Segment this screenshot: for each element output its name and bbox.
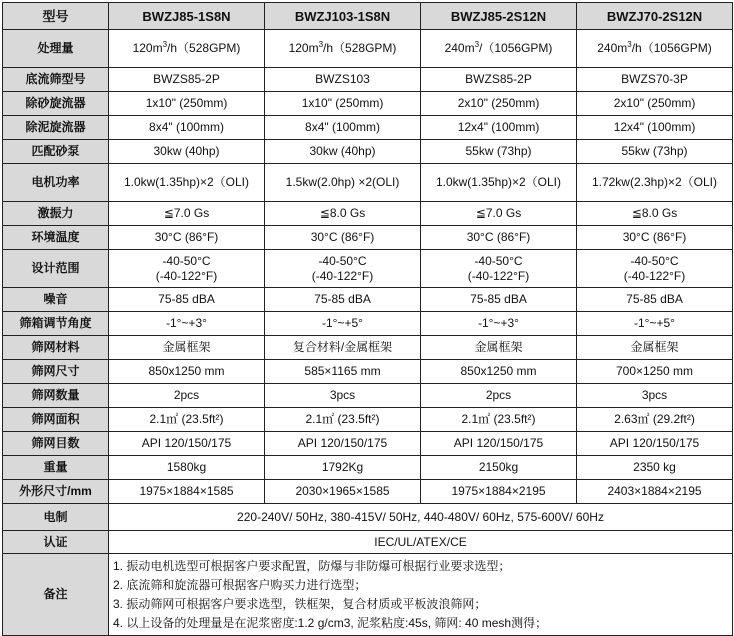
cell-desander: 1x10" (250mm) bbox=[109, 92, 265, 116]
cell-desilter: 12x4" (100mm) bbox=[421, 116, 577, 140]
cell-screen-size: 585×1165 mm bbox=[265, 360, 421, 384]
row-label: 噪音 bbox=[3, 288, 109, 312]
cell-capacity: $120m^3/h(528GPM)$ bbox=[109, 30, 265, 68]
cell-ambient: 30°C (86°F) bbox=[577, 226, 733, 250]
row-shaker-model bbox=[3, 68, 733, 92]
row-label: 备注 bbox=[3, 554, 109, 636]
cell-desilter: 8x4" (100mm) bbox=[109, 116, 265, 140]
cell-capacity: $240m^3/(1056GPM)$ bbox=[421, 30, 577, 68]
row-pump bbox=[3, 140, 733, 164]
cell-weight: 1792Kg bbox=[265, 456, 421, 480]
row-g-force bbox=[3, 202, 733, 226]
cell-weight: 2350 kg bbox=[577, 456, 733, 480]
cell-g-force: ≦8.0 Gs bbox=[265, 202, 421, 226]
row-design-range bbox=[3, 250, 733, 288]
cell-desander: 2x10" (250mm) bbox=[421, 92, 577, 116]
header-row bbox=[3, 3, 733, 30]
cell-g-force: ≦7.0 Gs bbox=[421, 202, 577, 226]
row-label: 筛箱调节角度 bbox=[3, 312, 109, 336]
model-header: BWZJ103-1S8N bbox=[265, 3, 421, 30]
cell-capacity: $240m^3/h(1056GPM)$ bbox=[577, 30, 733, 68]
cell-noise: 75-85 dBA bbox=[265, 288, 421, 312]
cell-cert: IEC/UL/ATEX/CE bbox=[109, 531, 733, 554]
row-label: 外形尺寸/mm bbox=[3, 480, 109, 504]
cell-g-force: ≦7.0 Gs bbox=[109, 202, 265, 226]
cell-design-range: -40-50°C (-40-122°F) bbox=[265, 250, 421, 288]
row-label: 设计范围 bbox=[3, 250, 109, 288]
header-label: 型号 bbox=[3, 3, 109, 30]
cell-motor: 1.0kw(1.35hp)×2（OLI) bbox=[421, 164, 577, 202]
cell-screen-area: 2.1㎡ (23.5ft²) bbox=[109, 408, 265, 432]
row-power bbox=[3, 504, 733, 531]
note-line: 1. 振动电机选型可根据客户要求配置，防爆与非防爆可根据行业要求选型； bbox=[113, 558, 511, 573]
cell-desander: 2x10" (250mm) bbox=[577, 92, 733, 116]
model-header: BWZJ70-2S12N bbox=[577, 3, 733, 30]
cell-shaker-model: BWZS85-2P bbox=[421, 68, 577, 92]
cell-pump: 30kw (40hp) bbox=[109, 140, 265, 164]
note-line: 2. 底流筛和旋流器可根据客户购买力进行选型； bbox=[113, 577, 367, 592]
cell-screen-qty: 2pcs bbox=[109, 384, 265, 408]
cell-screen-material: 金属框架 bbox=[109, 336, 265, 360]
row-label: 重量 bbox=[3, 456, 109, 480]
cell-deck-angle: -1°~+3° bbox=[421, 312, 577, 336]
row-screen-mesh bbox=[3, 432, 733, 456]
cell-desilter: 8x4" (100mm) bbox=[265, 116, 421, 140]
spec-table bbox=[2, 2, 733, 636]
cell-screen-material: 金属框架 bbox=[421, 336, 577, 360]
cell-desilter: 12x4" (100mm) bbox=[577, 116, 733, 140]
cell-ambient: 30°C (86°F) bbox=[265, 226, 421, 250]
cell-screen-mesh: API 120/150/175 bbox=[577, 432, 733, 456]
cell-screen-size: 700×1250 mm bbox=[577, 360, 733, 384]
cell-screen-area: 2.63㎡ (29.2ft²) bbox=[577, 408, 733, 432]
cell-screen-qty: 3pcs bbox=[265, 384, 421, 408]
cell-pump: 55kw (73hp) bbox=[577, 140, 733, 164]
row-desander bbox=[3, 92, 733, 116]
row-weight bbox=[3, 456, 733, 480]
row-label: 电机功率 bbox=[3, 164, 109, 202]
model-header: BWZJ85-1S8N bbox=[109, 3, 265, 30]
cell-screen-qty: 3pcs bbox=[577, 384, 733, 408]
cell-design-range: -40-50°C (-40-122°F) bbox=[577, 250, 733, 288]
cell-dimensions: 2030×1965×1585 bbox=[265, 480, 421, 504]
cell-desander: 1x10" (250mm) bbox=[265, 92, 421, 116]
cell-shaker-model: BWZS103 bbox=[265, 68, 421, 92]
cell-screen-size: 850x1250 mm bbox=[421, 360, 577, 384]
cell-ambient: 30°C (86°F) bbox=[421, 226, 577, 250]
model-header: BWZJ85-2S12N bbox=[421, 3, 577, 30]
row-label: 处理量 bbox=[3, 30, 109, 68]
cell-design-range: -40-50°C (-40-122°F) bbox=[109, 250, 265, 288]
row-label: 筛网尺寸 bbox=[3, 360, 109, 384]
cell-shaker-model: BWZS70-3P bbox=[577, 68, 733, 92]
cell-screen-qty: 2pcs bbox=[421, 384, 577, 408]
row-deck-angle bbox=[3, 312, 733, 336]
row-screen-qty bbox=[3, 384, 733, 408]
row-noise bbox=[3, 288, 733, 312]
row-label: 除泥旋流器 bbox=[3, 116, 109, 140]
cell-notes bbox=[109, 554, 733, 636]
cell-screen-mesh: API 120/150/175 bbox=[109, 432, 265, 456]
cell-weight: 1580kg bbox=[109, 456, 265, 480]
cell-dimensions: 1975×1884×2195 bbox=[421, 480, 577, 504]
row-label: 筛网面积 bbox=[3, 408, 109, 432]
row-label: 匹配砂泵 bbox=[3, 140, 109, 164]
cell-pump: 55kw (73hp) bbox=[421, 140, 577, 164]
cell-capacity: $120m^3/h(528GPM)$ bbox=[265, 30, 421, 68]
row-cert bbox=[3, 531, 733, 554]
row-dimensions bbox=[3, 480, 733, 504]
cell-screen-area: 2.1㎡ (23.5ft²) bbox=[421, 408, 577, 432]
row-label: 筛网目数 bbox=[3, 432, 109, 456]
row-label: 筛网材料 bbox=[3, 336, 109, 360]
cell-ambient: 30°C (86°F) bbox=[109, 226, 265, 250]
cell-dimensions: 1975×1884×1585 bbox=[109, 480, 265, 504]
cell-g-force: ≦8.0 Gs bbox=[577, 202, 733, 226]
row-motor bbox=[3, 164, 733, 202]
row-screen-size bbox=[3, 360, 733, 384]
cell-dimensions: 2403×1884×2195 bbox=[577, 480, 733, 504]
cell-power: 220-240V/ 50Hz, 380-415V/ 50Hz, 440-480V/ 60Hz, 575-600V/ 60Hz bbox=[109, 504, 733, 531]
cell-noise: 75-85 dBA bbox=[577, 288, 733, 312]
cell-noise: 75-85 dBA bbox=[109, 288, 265, 312]
cell-shaker-model: BWZS85-2P bbox=[109, 68, 265, 92]
row-screen-area bbox=[3, 408, 733, 432]
cell-deck-angle: -1°~+5° bbox=[577, 312, 733, 336]
cell-screen-area: 2.1㎡ (23.5ft²) bbox=[265, 408, 421, 432]
row-label: 认证 bbox=[3, 531, 109, 554]
cell-screen-material: 金属框架 bbox=[577, 336, 733, 360]
row-screen-material bbox=[3, 336, 733, 360]
cell-motor: 1.0kw(1.35hp)×2（OLI) bbox=[109, 164, 265, 202]
cell-noise: 75-85 dBA bbox=[421, 288, 577, 312]
row-label: 环境温度 bbox=[3, 226, 109, 250]
cell-screen-mesh: API 120/150/175 bbox=[265, 432, 421, 456]
note-line: 3. 振动筛网可根据客户要求选型，铁框架，复合材质或平板波浪筛网； bbox=[113, 596, 487, 611]
cell-deck-angle: -1°~+3° bbox=[109, 312, 265, 336]
row-notes bbox=[3, 554, 733, 636]
note-line: 4. 以上设备的处理量是在泥浆密度:1.2 g/cm3, 泥浆粘度:45s, 筛网: 40 mesh测得； bbox=[113, 615, 548, 630]
cell-screen-size: 850x1250 mm bbox=[109, 360, 265, 384]
cell-weight: 2150kg bbox=[421, 456, 577, 480]
cell-deck-angle: -1°~+5° bbox=[265, 312, 421, 336]
row-label: 电制 bbox=[3, 504, 109, 531]
row-ambient bbox=[3, 226, 733, 250]
row-capacity bbox=[3, 30, 733, 68]
cell-motor: 1.5kw(2.0hp) ×2(OLI) bbox=[265, 164, 421, 202]
cell-screen-material: 复合材料/金属框架 bbox=[265, 336, 421, 360]
row-label: 激振力 bbox=[3, 202, 109, 226]
cell-screen-mesh: API 120/150/175 bbox=[421, 432, 577, 456]
row-label: 底流筛型号 bbox=[3, 68, 109, 92]
cell-motor: 1.72kw(2.3hp)×2（OLI) bbox=[577, 164, 733, 202]
row-label: 除砂旋流器 bbox=[3, 92, 109, 116]
cell-design-range: -40-50°C (-40-122°F) bbox=[421, 250, 577, 288]
row-label: 筛网数量 bbox=[3, 384, 109, 408]
cell-pump: 30kw (40hp) bbox=[265, 140, 421, 164]
row-desilter bbox=[3, 116, 733, 140]
